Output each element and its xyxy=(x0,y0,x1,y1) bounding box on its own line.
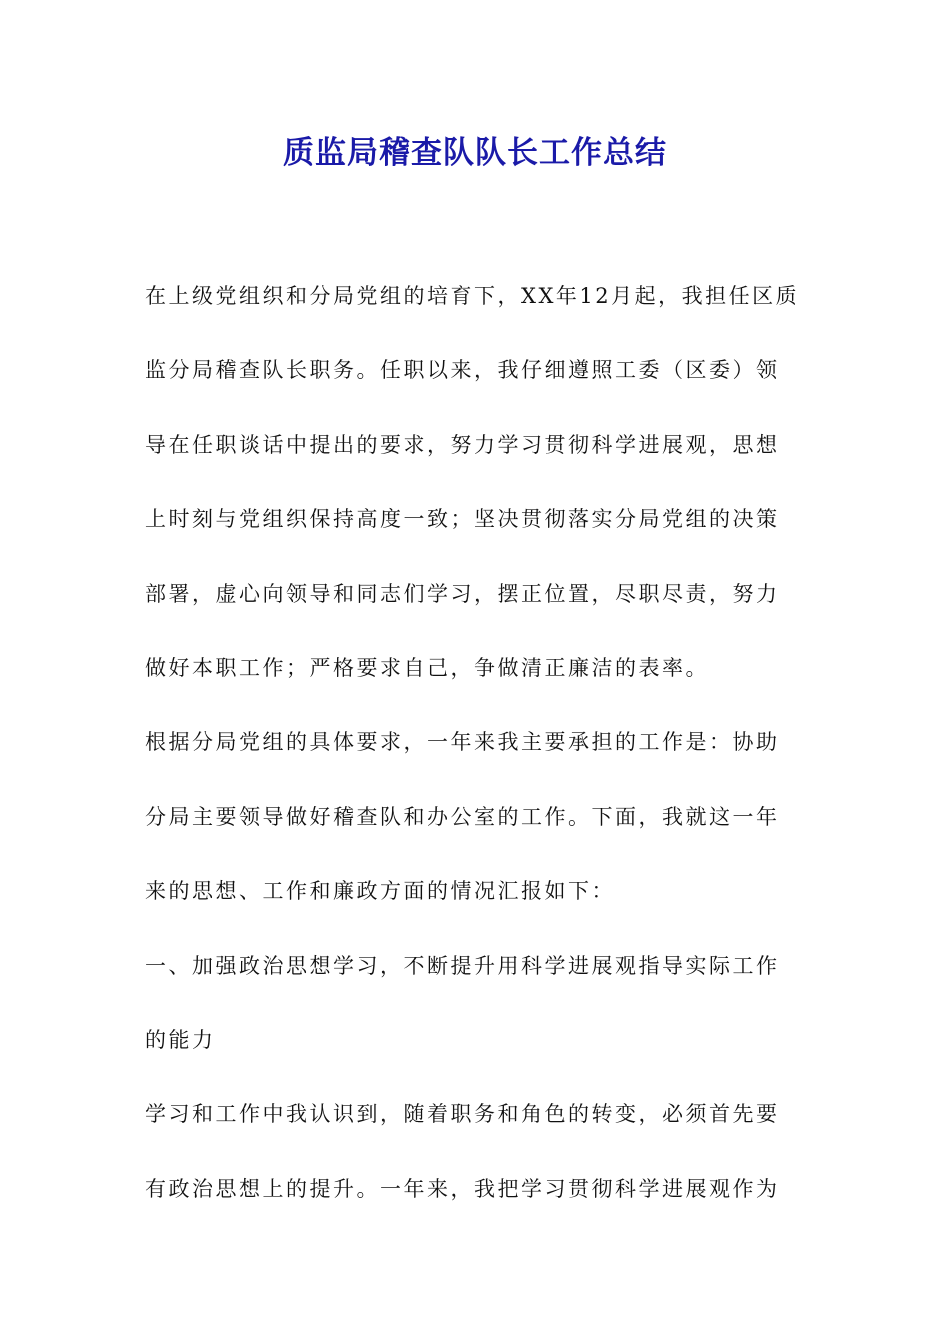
body-line-12: 学习和工作中我认识到，随着职务和角色的转变，必须首先要 xyxy=(145,1102,780,1127)
section-heading-1-continued: 的能力 xyxy=(145,1027,216,1052)
body-line-2: 监分局稽查队长职务。任职以来，我仔细遵照工委（区委）领 xyxy=(145,358,780,383)
body-line-5: 部署，虚心向领导和同志们学习，摆正位置，尽职尽责，努力 xyxy=(145,581,780,606)
document-body xyxy=(145,259,815,1226)
body-line-4: 上时刻与党组织保持高度一致；坚决贯彻落实分局党组的决策 xyxy=(145,507,780,532)
section-heading-1: 一、加强政治思想学习，不断提升用科学进展观指导实际工作 xyxy=(145,953,780,978)
body-line-13: 有政治思想上的提升。一年来，我把学习贯彻科学进展观作为 xyxy=(145,1176,780,1201)
body-line-3: 导在任职谈话中提出的要求，努力学习贯彻科学进展观，思想 xyxy=(145,432,780,457)
body-line-8: 分局主要领导做好稽查队和办公室的工作。下面，我就这一年 xyxy=(145,804,780,829)
body-line-6: 做好本职工作；严格要求自己，争做清正廉洁的表率。 xyxy=(145,655,709,680)
document-title: 质监局稽查队队长工作总结 xyxy=(283,135,667,171)
body-line-9: 来的思想、工作和廉政方面的情况汇报如下： xyxy=(145,879,615,904)
body-line-7: 根据分局党组的具体要求，一年来我主要承担的工作是：协助 xyxy=(145,730,780,755)
body-line-1: 在上级党组织和分局党组的培育下，XX年12月起，我担任区质 xyxy=(145,284,800,308)
